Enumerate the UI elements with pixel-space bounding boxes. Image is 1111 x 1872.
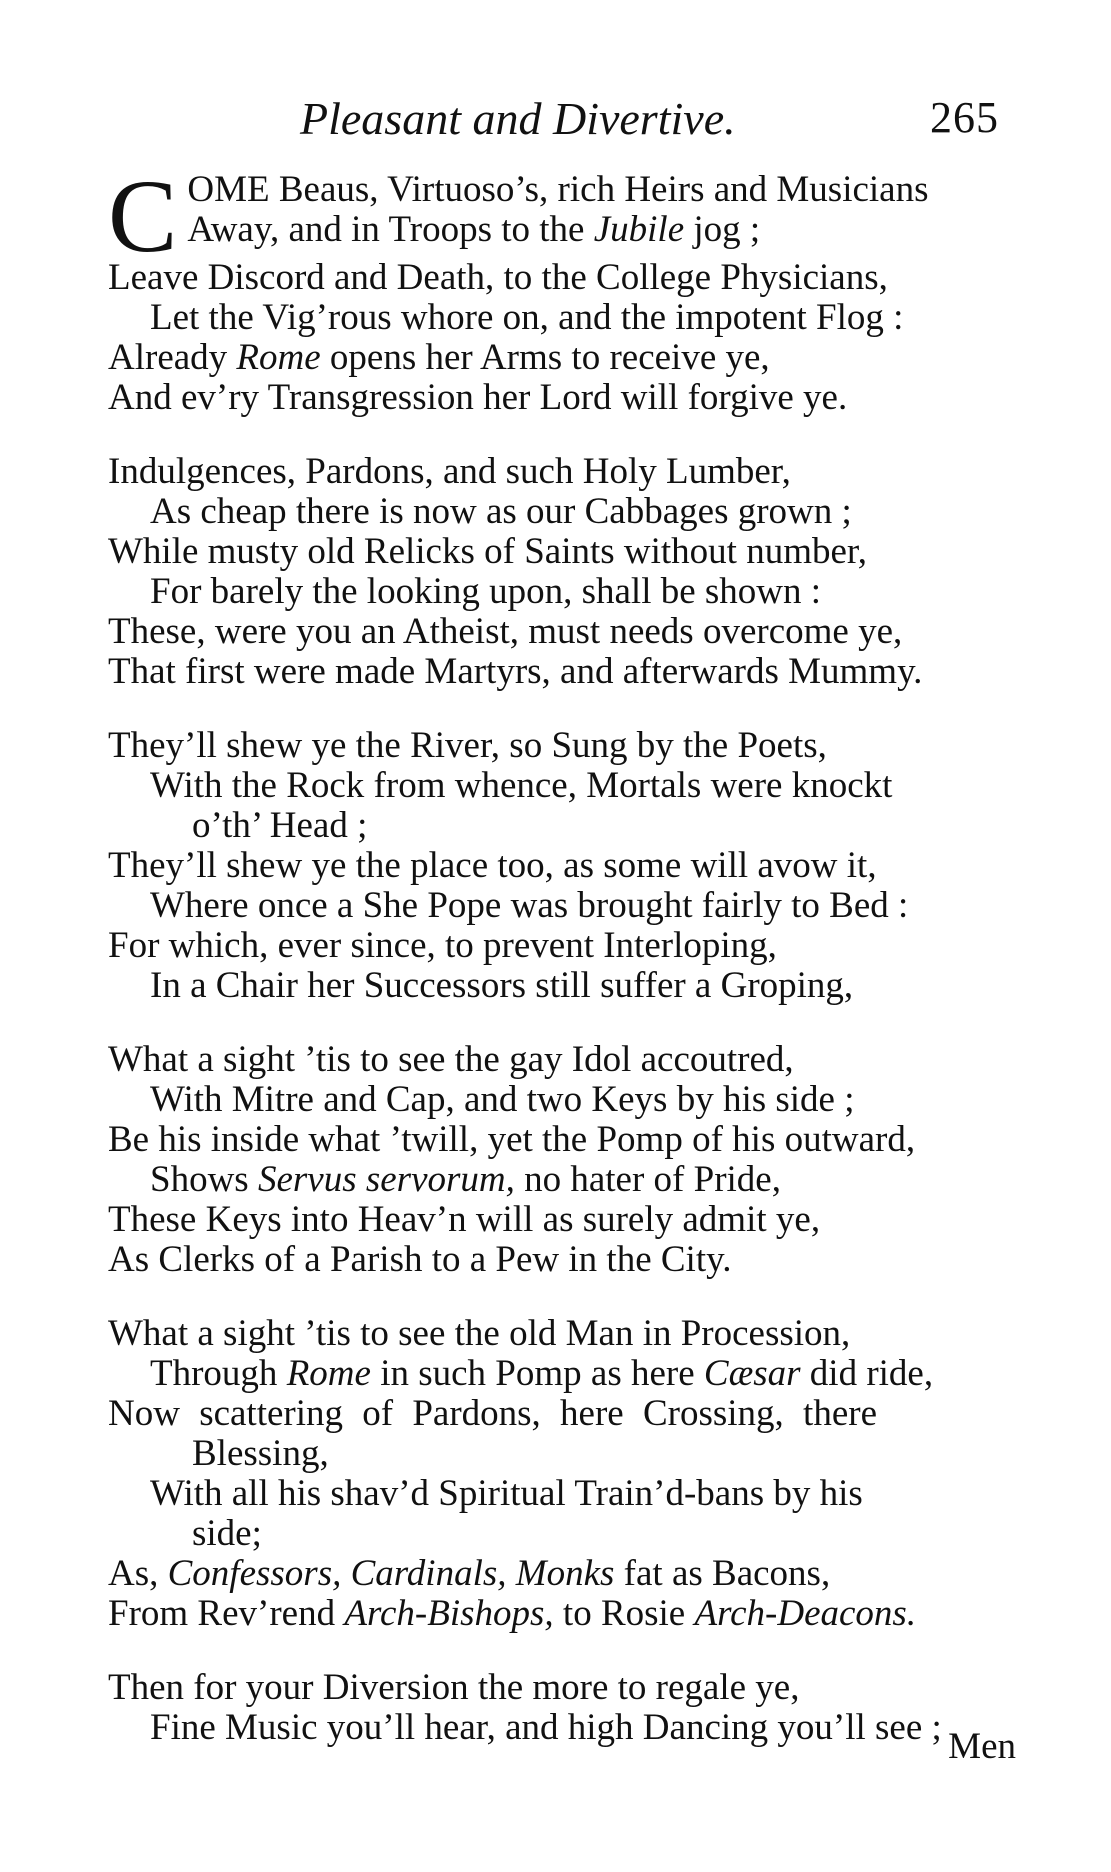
poem-line: With the Rock from whence, Mortals were knockt	[150, 765, 893, 806]
poem-line: That first were made Martyrs, and afterwards Mummy.	[108, 651, 923, 692]
poem-line: In a Chair her Successors still suffer a Groping,	[150, 965, 854, 1006]
poem-line: While musty old Relicks of Saints without number,	[108, 531, 868, 572]
line-text: Shows	[150, 1159, 258, 1200]
italic-phrase: Confessors, Cardinals, Monks	[167, 1553, 615, 1594]
page-number: 265	[930, 93, 999, 142]
poem-line: What a sight ’tis to see the gay Idol accoutred,	[108, 1039, 794, 1080]
italic-word: Jubile	[593, 209, 685, 250]
line-text: Through	[150, 1353, 287, 1394]
poem-line: o’th’ Head ;	[192, 805, 368, 846]
poem-line: These Keys into Heav’n will as surely admit ye,	[108, 1199, 821, 1240]
poem-line: Where once a She Pope was brought fairly to Bed :	[150, 885, 909, 926]
poem-line: With all his shav’d Spiritual Train’d-bans by his	[150, 1473, 863, 1514]
poem-line: As cheap there is now as our Cabbages grown ;	[150, 491, 852, 532]
line-text: Already	[108, 337, 237, 378]
poem-line: OME Beaus, Virtuoso’s, rich Heirs and Musicians	[187, 169, 929, 210]
stanza-5	[108, 1314, 1038, 1634]
drop-cap: C	[108, 159, 178, 274]
poem-line: What a sight ’tis to see the old Man in Procession,	[108, 1313, 851, 1354]
line-text: jog ;	[684, 209, 761, 250]
poem-line: With Mitre and Cap, and two Keys by his side ;	[150, 1079, 855, 1120]
poem-line	[108, 210, 1038, 250]
italic-phrase: Servus servorum,	[257, 1159, 515, 1200]
stanza-1	[108, 159, 1038, 418]
running-title: Pleasant and Divertive.	[300, 93, 736, 144]
poem-line: Now scattering of Pardons, here Crossing, there	[108, 1393, 877, 1434]
italic-word: Rome	[236, 337, 321, 378]
poem-line: Indulgences, Pardons, and such Holy Lumber,	[108, 451, 791, 492]
stanza-6	[108, 1668, 1038, 1748]
poem-text	[108, 159, 1038, 1782]
poem-line: These, were you an Atheist, must needs overcome ye,	[108, 611, 903, 652]
catchword: Men	[948, 1726, 1016, 1767]
poem-line: Be his inside what ’twill, yet the Pomp of his outward,	[108, 1119, 916, 1160]
line-text: in such Pomp as here	[370, 1353, 704, 1394]
line-text: to Rosie	[553, 1593, 695, 1634]
poem-line	[108, 1594, 1038, 1634]
poem-line: Leave Discord and Death, to the College Physicians,	[108, 257, 888, 298]
poem-line: Blessing,	[192, 1433, 329, 1474]
stanza-3	[108, 726, 1038, 1006]
poem-line	[108, 338, 1038, 378]
stanza-4	[108, 1040, 1038, 1280]
poem-line: They’ll shew ye the River, so Sung by the Poets,	[108, 725, 827, 766]
poem-line: And ev’ry Transgression her Lord will forgive ye.	[108, 377, 848, 418]
stanza-2	[108, 452, 1038, 692]
line-text: Away, and in Troops to the	[187, 209, 594, 250]
italic-word: Rome	[286, 1353, 371, 1394]
line-text: fat as Bacons,	[614, 1553, 831, 1594]
line-text: did ride,	[800, 1353, 934, 1394]
poem-line	[108, 1354, 1038, 1394]
poem-line: Then for your Diversion the more to regale ye,	[108, 1667, 800, 1708]
italic-word: Cæsar	[703, 1353, 801, 1394]
poem-line	[108, 1160, 1038, 1200]
line-text: As,	[108, 1553, 168, 1594]
italic-phrase: Arch-Deacons.	[694, 1593, 917, 1634]
poem-line: For which, ever since, to prevent Interloping,	[108, 925, 777, 966]
page-header	[0, 92, 1111, 152]
italic-phrase: Arch-Bishops,	[344, 1593, 554, 1634]
line-text: no hater of Pride,	[514, 1159, 781, 1200]
line-text: From Rev’rend	[108, 1593, 345, 1634]
poem-line: side;	[192, 1513, 262, 1554]
poem-line	[108, 1554, 1038, 1594]
poem-line: Fine Music you’ll hear, and high Dancing you’ll see ;	[150, 1707, 942, 1748]
line-text: opens her Arms to receive ye,	[320, 337, 770, 378]
poem-line: For barely the looking upon, shall be shown :	[150, 571, 822, 612]
poem-line: Let the Vig’rous whore on, and the impotent Flog :	[150, 297, 904, 338]
poem-line: They’ll shew ye the place too, as some will avow it,	[108, 845, 877, 886]
poem-line: As Clerks of a Parish to a Pew in the City.	[108, 1239, 732, 1280]
